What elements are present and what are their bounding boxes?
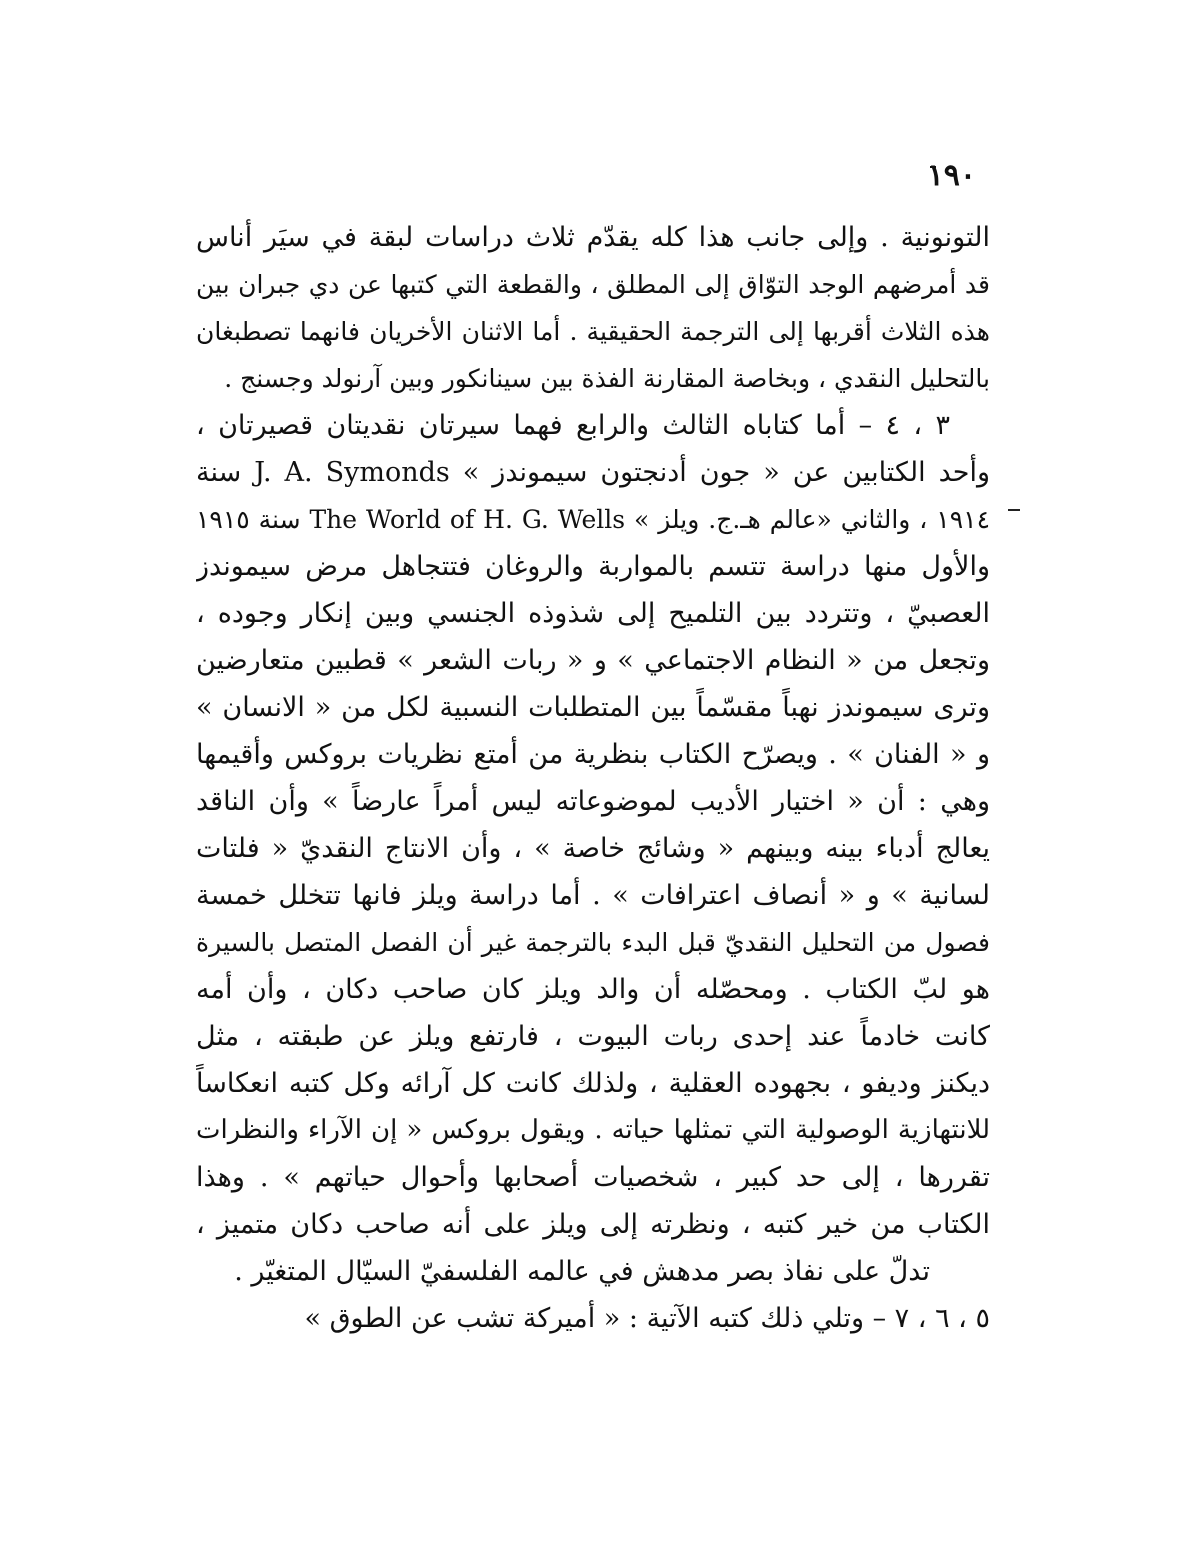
margin-mark xyxy=(1008,509,1020,511)
text-line: للانتهازية الوصولية التي تمثلها حياته . ويقول بروكس « إن الآراء والنظرات xyxy=(196,1115,990,1145)
text-line: هو لبّ الكتاب . ومحصّله أن والد ويلز كان صاحب دكان ، وأن أمه xyxy=(196,974,990,1005)
text-line: لسانية » و « أنصاف اعترافات » . أما دراسة ويلز فانها تتخلل خمسة xyxy=(196,880,990,911)
text-line: و « الفنان » . ويصرّح الكتاب بنظرية من أمتع نظريات بروكس وأقيمها xyxy=(196,739,990,770)
body-text xyxy=(196,214,990,1342)
text-line: كانت خادماً عند إحدى ربات البيوت ، فارتفع ويلز عن طبقته ، مثل xyxy=(196,1021,990,1052)
text-line: تقررها ، إلى حد كبير ، شخصيات أصحابها وأحوال حياتهم » . وهذا xyxy=(196,1162,990,1193)
text-line: بالتحليل النقدي ، وبخاصة المقارنة الفذة بين سينانكور وبين آرنولد وجسنج . xyxy=(224,364,990,393)
text-line: يعالج أدباء بينه وبينهم « وشائج خاصة » ، وأن الانتاج النقديّ « فلتات xyxy=(196,833,990,864)
page-number: ١٩٠ xyxy=(927,158,976,193)
text-line: والأول منها دراسة تتسم بالمواربة والروغان فتتجاهل مرض سيموندز xyxy=(196,551,990,582)
text-line: قد أمرضهم الوجد التوّاق إلى المطلق ، والقطعة التي كتبها عن دي جبران بين xyxy=(196,270,990,299)
text-line: تدلّ على نفاذ بصر مدهش في عالمه الفلسفيّ السيّال المتغيّر . xyxy=(234,1256,930,1287)
text-line: التونونية . وإلى جانب هذا كله يقدّم ثلاث دراسات لبقة في سيَر أناس xyxy=(196,222,990,253)
text-line: ٥ ، ٦ ، ٧ – وتلي ذلك كتبه الآتية : « أميركة تشب عن الطوق » xyxy=(304,1303,990,1334)
text-line: فصول من التحليل النقديّ قبل البدء بالترجمة غير أن الفصل المتصل بالسيرة xyxy=(196,928,990,957)
text-line: وهي : أن « اختيار الأديب لموضوعاته ليس أمراً عارضاً » وأن الناقد xyxy=(196,786,990,817)
text-line: العصبيّ ، وتتردد بين التلميح إلى شذوذه الجنسي وبين إنكار وجوده ، xyxy=(196,598,990,629)
text-line: الكتاب من خير كتبه ، ونظرته إلى ويلز على أنه صاحب دكان متميز ، xyxy=(196,1209,990,1240)
text-line: وأحد الكتابين عن « جون أدنجتون سيموندز » J. A. Symonds سنة xyxy=(196,457,990,488)
text-line: ١٩١٤ ، والثاني «عالم هـ.ج. ويلز » The World of H. G. Wells سنة ١٩١٥ xyxy=(196,505,990,534)
text-line: هذه الثلاث أقربها إلى الترجمة الحقيقية . أما الاثنان الأخريان فانهما تصطبغان xyxy=(196,317,990,346)
text-line: وترى سيموندز نهباً مقسّماً بين المتطلبات النسبية لكل من « الانسان » xyxy=(196,692,990,723)
text-line: ٣ ، ٤ – أما كتاباه الثالث والرابع فهما سيرتان نقديتان قصيرتان ، xyxy=(196,410,950,441)
text-line: ديكنز وديفو ، بجهوده العقلية ، ولذلك كانت كل آرائه وكل كتبه انعكاساً xyxy=(196,1068,990,1099)
text-line: وتجعل من « النظام الاجتماعي » و « ربات الشعر » قطبين متعارضين xyxy=(196,645,990,676)
